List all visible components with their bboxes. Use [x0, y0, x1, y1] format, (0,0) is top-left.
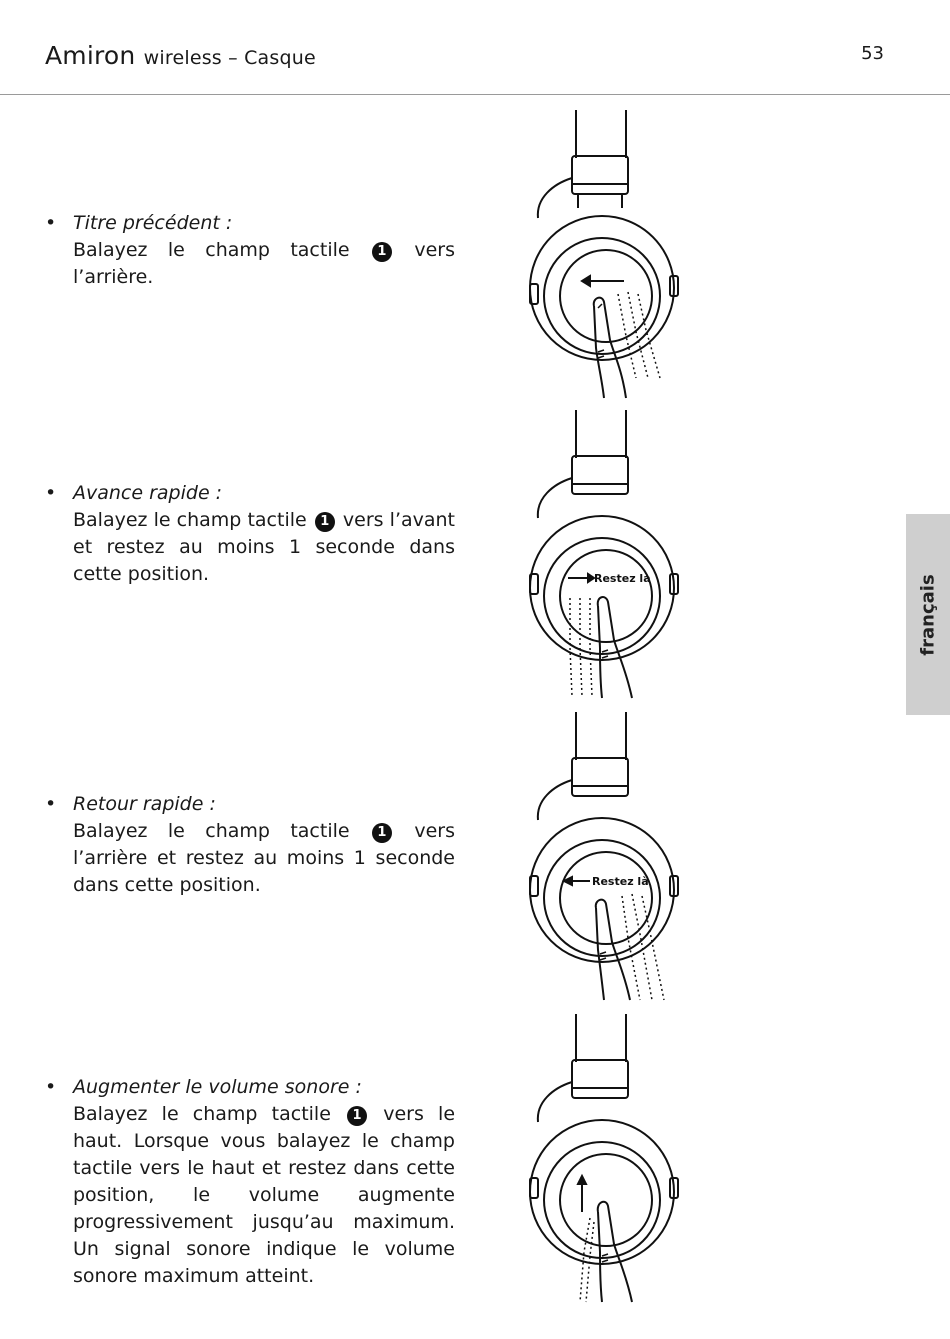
language-tab-label: français — [917, 573, 939, 656]
language-tab — [906, 514, 950, 715]
instruction-heading: Titre précédent : — [73, 212, 233, 234]
bullet: • — [45, 793, 57, 815]
headphone-figure-1 — [518, 108, 698, 408]
bullet: • — [45, 482, 57, 504]
brand-title — [45, 40, 316, 74]
bullet: • — [45, 1076, 57, 1098]
swipe-back-icon — [518, 108, 698, 408]
headphone-figure-3 — [518, 710, 698, 1010]
instruction-previous-track — [45, 210, 455, 291]
instruction-body — [73, 818, 455, 899]
brand-subtitle: wireless – Casque — [143, 47, 316, 69]
instruction-body — [73, 1101, 455, 1290]
swipe-up-icon — [518, 1012, 698, 1312]
touch-field-number-badge: 1 — [315, 512, 335, 532]
instruction-body — [73, 507, 455, 588]
touch-field-number-badge: 1 — [347, 1106, 367, 1126]
instruction-text-before: Balayez le champ tactile — [73, 820, 350, 842]
instruction-text-after: vers l’arrière. — [73, 239, 455, 288]
instruction-fast-forward — [45, 480, 455, 588]
instruction-text-after: vers l’arrière et restez au moins 1 seconde dans cette position. — [73, 820, 455, 896]
swipe-back-hold-icon — [518, 710, 698, 1010]
figure-label: Restez là — [592, 875, 649, 888]
instruction-volume-up — [45, 1074, 455, 1290]
instruction-text-after: vers le haut. Lorsque vous balayez le champ tactile vers le haut et restez dans cette position, le volume augmente progressivement jusqu’au maximum. Un signal sonore indique le volume sonore maximum atteint. — [73, 1103, 456, 1287]
instruction-text-before: Balayez le champ tactile — [73, 1103, 331, 1125]
bullet: • — [45, 212, 57, 234]
headphone-figure-4 — [518, 1012, 698, 1312]
swipe-forward-hold-icon — [518, 408, 698, 708]
page-header — [0, 0, 950, 95]
touch-field-number-badge: 1 — [372, 823, 392, 843]
brand-name: Amiron — [45, 41, 136, 70]
instruction-heading: Augmenter le volume sonore : — [73, 1076, 362, 1098]
instruction-text-before: Balayez le champ tactile — [73, 509, 307, 531]
instruction-body — [73, 237, 455, 291]
headphone-figure-2 — [518, 408, 698, 708]
instruction-rewind — [45, 791, 455, 899]
page-number: 53 — [861, 43, 884, 64]
instruction-text-before: Balayez le champ tactile — [73, 239, 350, 261]
instruction-heading: Retour rapide : — [73, 793, 216, 815]
figure-label: Restez là — [594, 572, 651, 585]
touch-field-number-badge: 1 — [372, 242, 392, 262]
instruction-text-after: vers l’avant et restez au moins 1 seconde dans cette position. — [73, 509, 456, 585]
instruction-heading: Avance rapide : — [73, 482, 223, 504]
